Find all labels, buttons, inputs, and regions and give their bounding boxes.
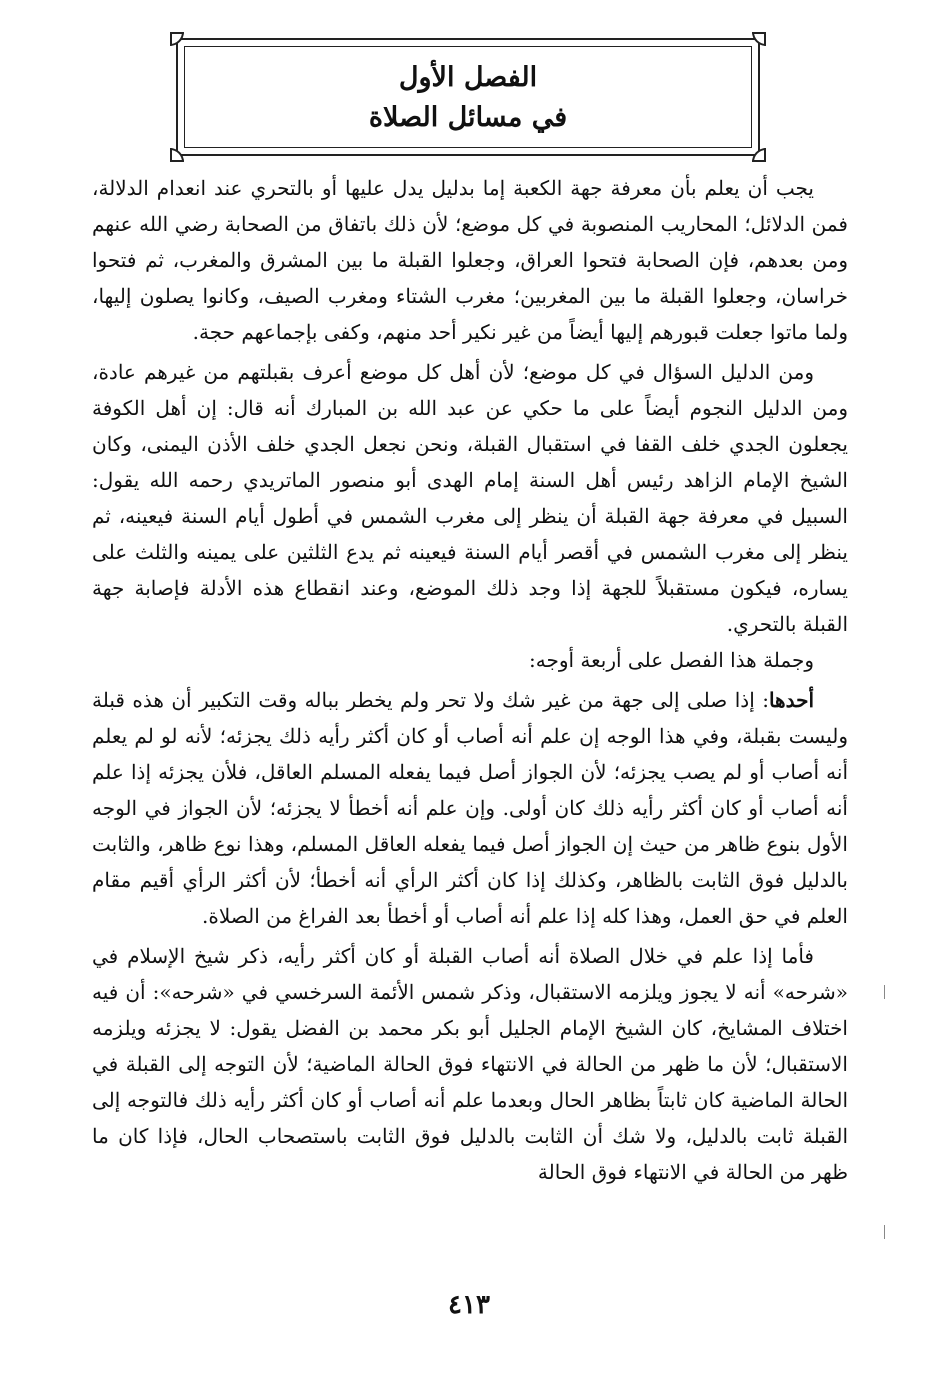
first-aspect-text: : إذا صلى إلى جهة من غير شك ولا تحر ولم يخطر بباله وقت التكبير أن هذه قبلة وليست بقبلة، وفي هذا الوجه إن علم أنه أصاب أو كان أكثر رأيه ذلك يجزئه؛ لأنه لو لم يعلم أنه أصاب أو لم يصب يجزئه؛ لأن الجواز أصل فيما يفعله المسلم العاقل، فلأن يجزئه إذا علم أنه أصاب أو كان أكثر رأيه ذلك كان أولى. وإن علم أنه أخطأ لا يجزئه؛ لأن الجواز في الوجه الأول بنوع ظاهر من حيث إن الجواز أصل فيما يفعله العاقل المسلم، وهذا نوع ظاهر، والثابت بالدليل فوق الثابت بالظاهر، وكذلك إذا كان أكثر الرأي أنه أخطأ؛ لأن أكثر الرأي أقيم مقام العلم في حق العمل، وهذا كله إذا علم أنه أصاب أو أخطأ بعد الفراغ من الصلاة. [92, 688, 848, 928]
margin-mark [884, 985, 885, 999]
frame-corner-ornament [170, 32, 184, 46]
chapter-title-line2: في مسائل الصلاة [368, 102, 568, 133]
paragraph-first-aspect [92, 682, 848, 934]
page-number: ٤١٣ [448, 1290, 490, 1320]
paragraph-during-prayer: فأما إذا علم في خلال الصلاة أنه أصاب القبلة أو كان أكثر رأيه، ذكر شيخ الإسلام في «شرحه» أنه لا يجوز ويلزمه الاستقبال، وذكر شمس الأئمة السرخسي في «شرحه»: أن فيه اختلاف المشايخ، كان الشيخ الإمام الجليل أبو بكر محمد بن الفضل يقول: لا يجزئه ويلزمه الاستقبال؛ لأن ما ظهر من الحالة في الانتهاء فوق الحالة الماضية؛ لأن التوجه إلى القبلة في الحالة الماضية كان ثابتاً بظاهر الحال وبعدما علم أنه أصاب أو كان أكثر رأيه ذلك فالتوجه إلى القبلة ثابت بالدليل، ولا شك أن الثابت بالدليل فوق الثابت باستصحاب الحال، فإذا كان ما ظهر من الحالة في الانتهاء فوق الحالة [92, 944, 848, 1184]
chapter-title [178, 58, 758, 138]
paragraph-four-aspects: وجملة هذا الفصل على أربعة أوجه: [529, 648, 814, 672]
frame-corner-ornament [752, 148, 766, 162]
paragraph-qibla-intro: يجب أن يعلم بأن معرفة جهة الكعبة إما بدليل يدل عليها أو بالتحري عند انعدام الدلالة، فمن الدلائل؛ المحاريب المنصوبة في كل موضع؛ لأن ذلك باتفاق من الصحابة رضي الله عنهم ومن بعدهم، فإن الصحابة فتحوا العراق، وجعلوا القبلة ما بين المشرق والمغرب، ثم فتحوا خراسان، وجعلوا القبلة ما بين المغربين؛ مغرب الشتاء ومغرب الصيف، وكانوا يصلون إليها، ولما ماتوا جعلت قبورهم إليها أيضاً من غير نكير أحد منهم، وكفى بإجماعهم حجة. [92, 176, 848, 344]
margin-mark [884, 1225, 885, 1239]
chapter-title-frame [176, 38, 760, 156]
first-aspect-lead: أحدها [768, 688, 814, 712]
paragraph-qibla-evidence: ومن الدليل السؤال في كل موضع؛ لأن أهل كل موضع أعرف بقبلتهم من غيرهم عادة، ومن الدليل النجوم أيضاً على ما حكي عن عبد الله بن المبارك أنه قال: إن أهل الكوفة يجعلون الجدي خلف القفا في استقبال القبلة، ونحن نجعل الجدي خلف الأذن اليمنى، وكان الشيخ الإمام الزاهد رئيس أهل السنة إمام الهدى أبو منصور الماتريدي رحمه الله يقول: السبيل في معرفة جهة القبلة أن ينظر إلى مغرب الشمس في أطول أيام السنة فيعينه، ثم ينظر إلى مغرب الشمس في أقصر أيام السنة فيعينه ثم يدع الثلثين على يمينه والثلث على يساره، فيكون مستقبلاً للجهة إذا وجد ذلك الموضع، وعند انقطاع هذه الأدلة فإصابة جهة القبلة بالتحري. [92, 360, 848, 636]
frame-corner-ornament [170, 148, 184, 162]
frame-corner-ornament [752, 32, 766, 46]
chapter-title-line1: الفصل الأول [398, 62, 538, 93]
page-body [92, 170, 848, 1190]
